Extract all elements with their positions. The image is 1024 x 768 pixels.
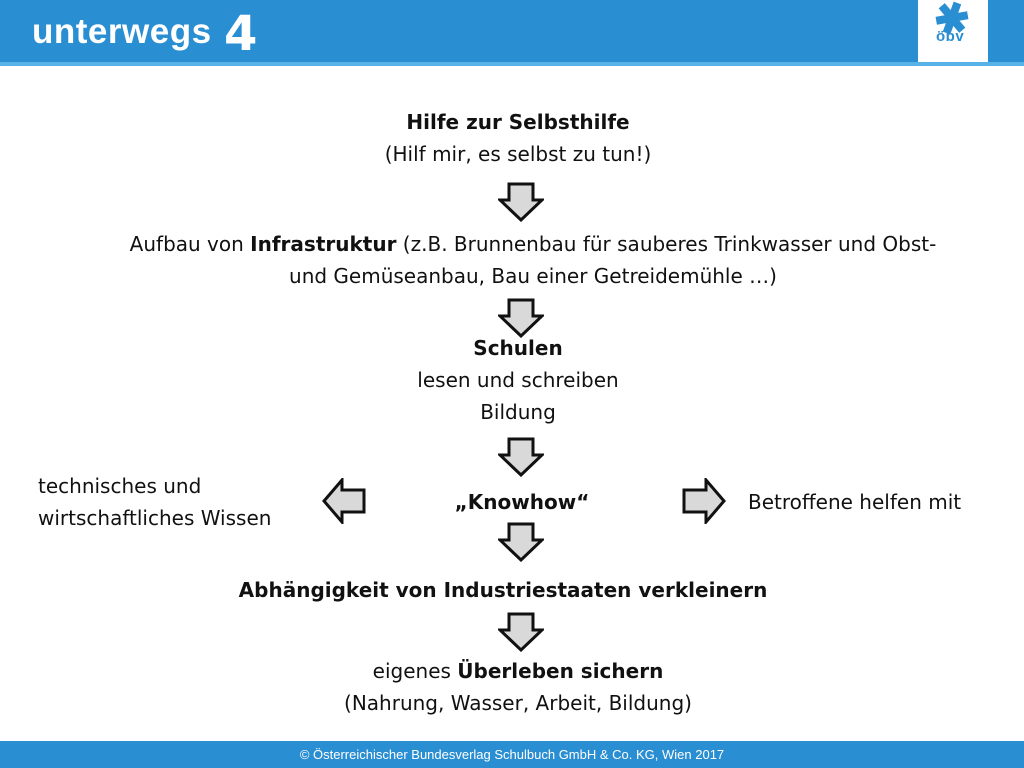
- step3-line1: lesen und schreiben: [417, 368, 619, 392]
- step2-line1: [118, 228, 948, 260]
- step1-subtitle: (Hilf mir, es selbst zu tun!): [384, 142, 652, 166]
- step6-bold: Überleben sichern: [457, 659, 664, 683]
- step4-left-line1: technisches und: [38, 474, 202, 498]
- step3-title: Schulen: [473, 336, 563, 360]
- arrow-right: [682, 478, 726, 524]
- arrow-down-5: [498, 612, 544, 652]
- brand-title: unterwegs: [32, 12, 212, 51]
- arrow-left: [322, 478, 366, 524]
- step2-suffix: (z.B. Brunnenbau für sauberes Trinkwasser und Obst-: [396, 232, 937, 256]
- logo-text: öbv: [936, 28, 965, 45]
- step6-line2: (Nahrung, Wasser, Arbeit, Bildung): [344, 691, 692, 715]
- publisher-logo: [918, 0, 988, 62]
- arrow-down-1: [498, 182, 544, 222]
- arrow-down-4: [498, 522, 544, 562]
- step6-prefix: eigenes: [372, 659, 458, 683]
- arrow-down-3: [498, 437, 544, 477]
- step3-line2: Bildung: [480, 400, 556, 424]
- step4-right: Betroffene helfen mit: [748, 490, 962, 514]
- header-bar: [0, 0, 1024, 62]
- brand-number: 4: [224, 6, 258, 62]
- step6-line1: [268, 655, 768, 687]
- footer-bar: [0, 741, 1024, 768]
- step2-line2: und Gemüseanbau, Bau einer Getreidemühle …): [289, 264, 777, 288]
- step2-prefix: Aufbau von: [129, 232, 251, 256]
- header-divider: [0, 62, 1024, 66]
- step4-left-line2: wirtschaftliches Wissen: [38, 506, 272, 530]
- step1-title: Hilfe zur Selbsthilfe: [406, 110, 630, 134]
- step5-title: Abhängigkeit von Industriestaaten verkleinern: [238, 578, 768, 602]
- step2-bold: Infrastruktur: [250, 232, 397, 256]
- step4-center: „Knowhow“: [454, 490, 590, 514]
- footer-copyright: © Österreichischer Bundesverlag Schulbuch GmbH & Co. KG, Wien 2017: [299, 747, 725, 762]
